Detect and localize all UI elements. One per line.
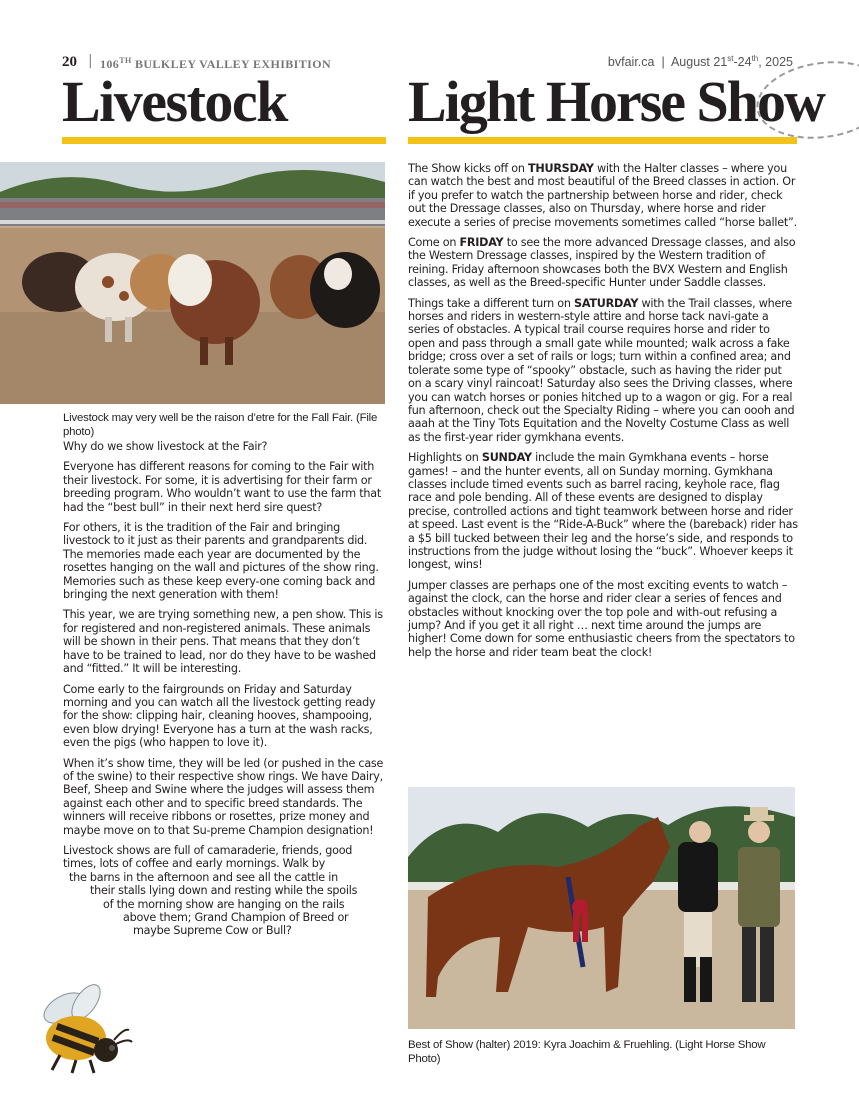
site-and-date: bvfair.ca | August 21st-24th, 2025: [607, 54, 793, 70]
paragraph: When it’s show time, they will be led (or pushed in the case of the swine) to their respective show rings. We have Dairy, Beef, Sheep and Swine where the judges will assess them against each other and to specific breed standards. The winners will receive ribbons or rosettes, prize money and maybe move on to that Su-preme Champion designation!: [63, 756, 384, 837]
horse-photo-caption: Best of Show (halter) 2019: Kyra Joachim & Fruehling. (Light Horse Show Photo): [408, 1039, 766, 1065]
paragraph-thursday: The Show kicks off on THURSDAY with the Halter classes – where you can watch the best and most beautiful of the Breed classes in action. Or if you prefer to watch the partnership between horse and rider, check out the Dressage classes, also on Thursday, where horse and rider execute a series of precise movements sometimes called “horse ballet”.: [408, 162, 797, 229]
horse-show-photo: [408, 787, 795, 1029]
paragraph: Come early to the fairgrounds on Friday and Saturday morning and you can watch all the livestock getting ready for the show: clipping hair, cleaning hooves, shampooing, even blow drying! Everyone has a turn at the wash racks, even the pigs (who happen to love it).: [63, 682, 376, 750]
livestock-photo: [0, 162, 385, 404]
site-url: bvfair.ca: [607, 55, 655, 70]
paragraph-saturday: Things take a different turn on SATURDAY with the Trail classes, where horses and riders in western-style attire and horse tack navi-gate a series of obstacles. A typical trail course requires horse and rider to open and pass through a small gate while mounted; walk across a fake bridge; cross over a set of rails or logs; turn within a confined area; and tolerate some type of “spooky” obstacle, such as having the rider put on a scary vinyl raincoat! Saturday also sees the Driving classes, where you can watch horses or ponies hitched up to a wagon or gig. For a real fun afternoon, check out the Specialty Riding – where you can oooh and aaah at the Tiny Tots Equitation and the Novelty Costume Class as well as the first-year rider gymkhana events.: [408, 296, 795, 444]
header-separator: |: [88, 53, 93, 69]
bee-illustration: [24, 980, 134, 1079]
paragraph: This year, we are trying something new, a pen show. This is for registered and non-registered animals. These animals will be shown in their pens. That means that they don’t have to be trained to lead, nor do they have to be washed and “fitted.” It will be interesting.: [63, 608, 383, 676]
livestock-article: [63, 440, 384, 938]
paragraph-sunday: Highlights on SUNDAY include the main Gymkhana events – horse games! – and the hunter events, all on Sunday morning. Gymkhana classes include timed events such as barrel racing, keyhole race, flag race and pole bending. All of these events are designed to display precise, controlled actions and tight teamwork between horse and rider at speed. Last event is the “Ride-A-Buck” where the (bareback) rider has a $5 bill tucked between their leg and the horse’s side, and responds to instructions from the judge without losing the “buck”. Whoever keeps it longest, wins!: [408, 451, 798, 572]
light-horse-show-title: Light Horse Show: [408, 69, 824, 134]
paragraph-indented: Livestock shows are full of camaraderie, friends, good times, lots of coffee and early mornings. Walk by the barns in the afternoon and see all the cattle in their stalls lying down and resting while the spoils of the morning show are hanging on the rails above them; Grand Champion of Breed or maybe Supreme Cow or Bull?: [63, 843, 358, 938]
paragraph: Why do we show livestock at the Fair?: [63, 440, 268, 453]
paragraph-jumper: Jumper classes are perhaps one of the most exciting events to watch – against the clock, can the horse and rider clear a series of fences and obstacles without knocking over the top pole and with-out refusing a jump? And if you get it all right … next time around the jumps are higher! Come down for some enthusiastic cheers from the spectators to help the horse and rider team beat the clock!: [408, 578, 795, 659]
page-number: 20: [62, 54, 77, 70]
accent-bar-left: [62, 137, 386, 144]
paragraph: For others, it is the tradition of the Fair and bringing livestock to it just as their parents and grandparents did. The memories made each year are documented by the rosettes hanging on the wall and pictures of the show ring. Memories such as these keep every-one coming back and bringing the next generation with them!: [63, 521, 379, 602]
light-horse-show-article: [408, 162, 798, 666]
livestock-photo-caption: Livestock may very well be the raison d’etre for the Fall Fair. (File photo): [63, 412, 378, 438]
paragraph: Everyone has different reasons for coming to the Fair with their livestock. For some, it is advertising for their farm or breeding program. Who wouldn’t want to use the farm that had the “best bull” in their next herd sire quest?: [63, 460, 381, 514]
running-head: 106TH BULKLEY VALLEY EXHIBITION: [100, 56, 332, 71]
paragraph-friday: Come on FRIDAY to see the more advanced Dressage classes, and also the Western Dressage classes, inspired by the Western tradition of reining. Friday afternoon showcases both the BVX Western and English classes, as well as the Breed-specific Hunter under Saddle classes.: [408, 236, 796, 290]
livestock-title: Livestock: [62, 69, 287, 134]
accent-bar-right: [408, 137, 797, 144]
